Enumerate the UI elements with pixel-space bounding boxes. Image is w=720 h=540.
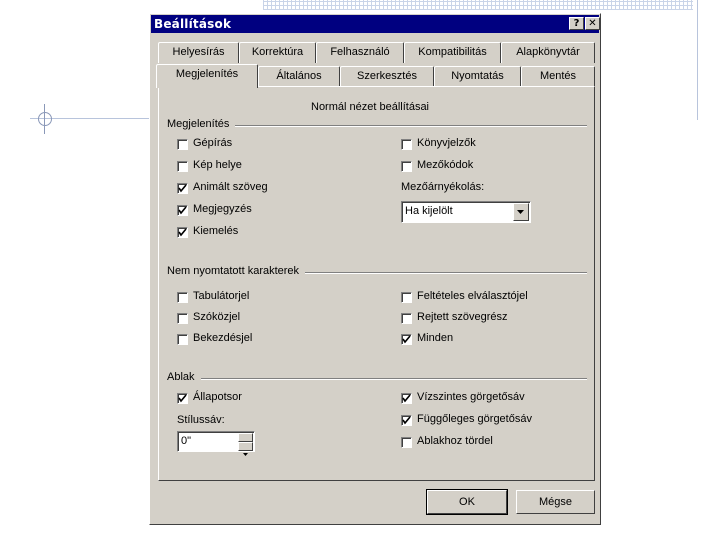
checkbox-vizszintes-gorgetosav[interactable] <box>401 393 412 404</box>
checkmark-icon <box>178 394 187 403</box>
shading-select[interactable] <box>401 201 531 223</box>
tab-label: Alapkönyvtár <box>516 46 580 58</box>
checkbox-label: Vízszintes görgetősáv <box>417 391 525 403</box>
tab-label: Korrektúra <box>251 46 304 58</box>
shading-value: Ha kijelölt <box>405 205 453 217</box>
checkbox-tabulatorjel[interactable] <box>177 292 188 303</box>
ok-button[interactable]: OK <box>427 490 507 514</box>
options-dialog <box>149 13 601 525</box>
tab-label: Mentés <box>539 70 577 82</box>
help-icon: ? <box>573 18 580 29</box>
checkbox-label: Állapotsor <box>193 391 242 403</box>
spin-up-button[interactable] <box>238 433 253 442</box>
shading-label: Mezőárnyékolás: <box>401 181 485 193</box>
dropdown-arrow-icon <box>514 204 528 220</box>
checkbox-label: Animált szöveg <box>193 181 268 193</box>
cancel-button[interactable]: Mégse <box>516 490 595 514</box>
checkbox-kep-helye[interactable] <box>177 161 188 172</box>
style-bar-label: Stílussáv: <box>177 414 225 426</box>
checkmark-icon <box>402 416 411 425</box>
checkbox-label: Szóközjel <box>193 311 241 323</box>
checkbox-felteteles-elvalasztojel[interactable] <box>401 292 412 303</box>
tab-label: Helyesírás <box>172 46 225 58</box>
slide-grid-decoration <box>263 0 693 10</box>
checkbox-label: Rejtett szövegrész <box>417 311 508 323</box>
tab-szerkesztes[interactable] <box>340 66 434 87</box>
checkmark-icon <box>178 228 187 237</box>
help-button[interactable] <box>569 17 584 30</box>
close-icon: ✕ <box>588 18 597 29</box>
checkbox-label: Tabulátorjel <box>193 290 250 302</box>
tab-altalanos[interactable] <box>258 66 340 87</box>
checkbox-rejtett-szovegresz[interactable] <box>401 313 412 324</box>
checkbox-allapotsor[interactable] <box>177 393 188 404</box>
tab-label: Megjelenítés <box>175 68 239 80</box>
checkbox-label: Mezőkódok <box>417 159 474 171</box>
group-title-ablak: Ablak <box>167 371 201 383</box>
style-bar-value: 0" <box>181 435 192 447</box>
checkbox-label: Könyvjelzők <box>417 137 476 149</box>
checkbox-label: Megjegyzés <box>193 203 252 215</box>
dropdown-button[interactable] <box>513 203 529 221</box>
checkbox-label: Függőleges görgetősáv <box>417 413 532 425</box>
tab-alapkonyvtar[interactable] <box>501 42 595 63</box>
checkbox-label: Gépírás <box>193 137 233 149</box>
tab-label: Szerkesztés <box>357 70 417 82</box>
checkbox-szokozjel[interactable] <box>177 313 188 324</box>
checkbox-label: Ablakhoz tördel <box>417 435 493 447</box>
style-bar-spinner[interactable] <box>177 431 255 452</box>
panel-heading: Normál nézet beállításai <box>311 101 430 113</box>
tab-mentes[interactable] <box>521 66 595 87</box>
tab-label: Nyomtatás <box>451 70 504 82</box>
checkbox-minden[interactable] <box>401 334 412 345</box>
tab-helyesiras[interactable] <box>158 42 239 63</box>
spin-down-icon <box>239 451 252 458</box>
checkbox-label: Kép helye <box>193 159 242 171</box>
checkbox-bekezdesjel[interactable] <box>177 334 188 345</box>
tab-felhasznalo[interactable] <box>316 42 404 63</box>
checkbox-kiemeles[interactable] <box>177 227 188 238</box>
tab-kompatibilitas[interactable] <box>404 42 501 63</box>
tab-label: Általános <box>276 70 322 82</box>
tab-label: Kompatibilitás <box>418 46 487 58</box>
checkbox-megjegyzes[interactable] <box>177 205 188 216</box>
dialog-title: Beállítások <box>154 17 232 31</box>
checkbox-label: Feltételes elválasztójel <box>417 290 528 302</box>
title-bar <box>151 15 599 33</box>
checkbox-label: Bekezdésjel <box>193 332 253 344</box>
slide-circle-decoration <box>38 112 52 126</box>
checkbox-ablakhoz-tordel[interactable] <box>401 437 412 448</box>
close-button[interactable] <box>585 17 600 30</box>
tab-label: Felhasználó <box>330 46 390 58</box>
checkbox-konyvjelzok[interactable] <box>401 139 412 150</box>
checkbox-fuggoleges-gorgetosav[interactable] <box>401 415 412 426</box>
checkmark-icon <box>402 394 411 403</box>
checkbox-mezokodok[interactable] <box>401 161 412 172</box>
tab-megjelenites[interactable] <box>156 64 258 88</box>
slide-line-decoration <box>697 0 698 120</box>
group-title-nonprinting: Nem nyomtatott karakterek <box>167 265 305 277</box>
checkbox-label: Kiemelés <box>193 225 239 237</box>
checkmark-icon <box>178 206 187 215</box>
tab-panel <box>158 86 595 481</box>
spin-down-button[interactable] <box>238 442 253 451</box>
checkmark-icon <box>178 184 187 193</box>
checkbox-gepiras[interactable] <box>177 139 188 150</box>
checkmark-icon <box>402 335 411 344</box>
tab-nyomtatas[interactable] <box>434 66 521 87</box>
group-title-megjelenites: Megjelenítés <box>167 118 235 130</box>
tab-korrektura[interactable] <box>239 42 316 63</box>
checkbox-label: Minden <box>417 332 454 344</box>
group-divider <box>167 378 587 380</box>
checkbox-animalt-szoveg[interactable] <box>177 183 188 194</box>
